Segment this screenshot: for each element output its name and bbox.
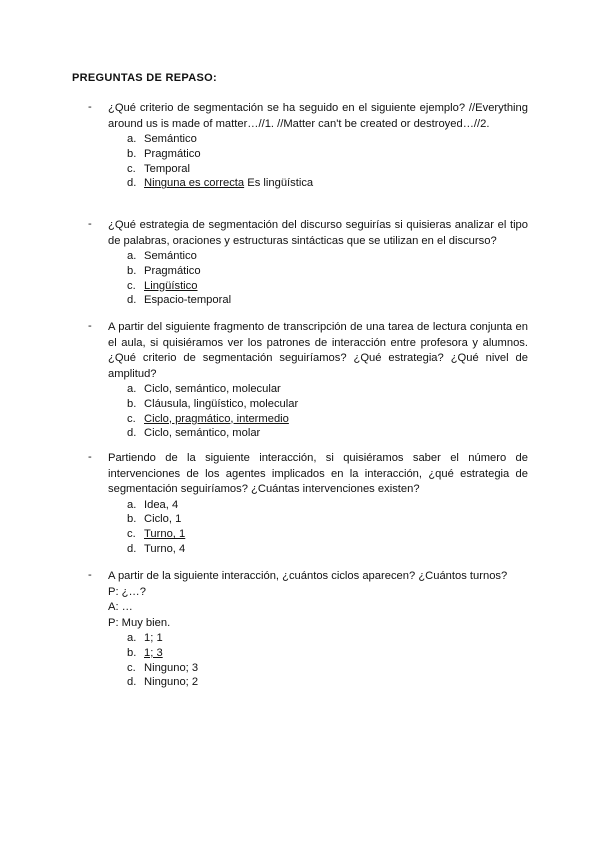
dialogue-line: P: ¿…? (108, 585, 146, 598)
bullet-dash: - (88, 569, 92, 581)
option-d: d. Espacio-temporal (127, 294, 232, 307)
question-stem: A partir del siguiente fragmento de transcripción de una tarea de lectura conjunta en el aula, si quisiéramos ver los patrones de interacción entre profesora y alumnos. ¿Qué criterio de segmentación seguiríamos? ¿Qué estrategia? ¿Qué nivel de amplitud? (108, 321, 528, 380)
options-list (90, 382, 528, 441)
option-b: b. 1; 3 (127, 646, 163, 659)
option-b: b. Cláusula, lingüístico, molecular (127, 397, 299, 410)
question-5 (90, 569, 528, 690)
bullet-dash: - (88, 101, 92, 113)
option-b: b. Ciclo, 1 (127, 513, 182, 526)
options-list (90, 249, 528, 308)
bullet-dash: - (88, 320, 92, 332)
answer-note: Es lingüística (247, 177, 314, 190)
marked-answer: Ninguna es correcta (144, 177, 245, 190)
option-b: b. Pragmático (127, 147, 201, 160)
option-b: b. Pragmático (127, 264, 201, 277)
option-c: c. Turno, 1 (127, 528, 186, 541)
marked-answer: Turno, 1 (144, 528, 186, 541)
question-stem: ¿Qué criterio de segmentación se ha seguido en el siguiente ejemplo? //Everything around us is made of matter…//1. //Matter can't be created or destroyed…//2. (108, 102, 528, 130)
question-stem: ¿Qué estrategia de segmentación del discurso seguirías si quisieras analizar el tipo de palabras, oraciones y estructuras sintácticas que se utilizan en el discurso? (108, 219, 528, 247)
option-d: d. Ninguno; 2 (127, 676, 199, 689)
dialogue-line: P: Muy bien. (108, 616, 171, 629)
option-c: c. Temporal (127, 162, 191, 175)
options-list (90, 132, 528, 191)
question-4 (90, 451, 528, 557)
option-c: c. Ninguno; 3 (127, 661, 199, 674)
option-a: a. Ciclo, semántico, molecular (127, 383, 281, 395)
options-list (90, 498, 528, 557)
option-a: a. 1; 1 (127, 632, 163, 644)
option-c: c. Lingüístico (127, 279, 198, 292)
option-d: d. Ciclo, semántico, molar (127, 427, 261, 440)
option-a: a. Idea, 4 (127, 498, 179, 511)
option-a: a. Semántico (127, 133, 197, 145)
marked-answer: Ciclo, pragmático, intermedio (144, 412, 289, 425)
marked-answer: 1; 3 (144, 646, 163, 659)
question-3 (90, 320, 528, 441)
question-2 (90, 218, 528, 308)
option-a: a. Semántico (127, 250, 197, 262)
bullet-dash: - (88, 218, 92, 230)
page-title: PREGUNTAS DE REPASO: (72, 72, 217, 84)
bullet-dash: - (88, 451, 92, 463)
marked-answer: Lingüístico (144, 279, 198, 292)
dialogue-line: A: … (108, 601, 133, 613)
question-stem: Partiendo de la siguiente interacción, si quisiéramos saber el número de intervenciones de los agentes implicados en la interacción, ¿qué estrategia de segmentación seguiríamos? ¿Cuántas intervenciones existen? (108, 452, 528, 495)
option-c: c. Ciclo, pragmático, intermedio (127, 412, 289, 425)
option-d: d. Ninguna es correcta Es lingüística (127, 177, 314, 190)
question-1 (90, 101, 528, 191)
options-list (90, 631, 528, 690)
question-stem: A partir de la siguiente interacción, ¿cuántos ciclos aparecen? ¿Cuántos turnos? (108, 570, 508, 582)
option-d: d. Turno, 4 (127, 542, 186, 555)
